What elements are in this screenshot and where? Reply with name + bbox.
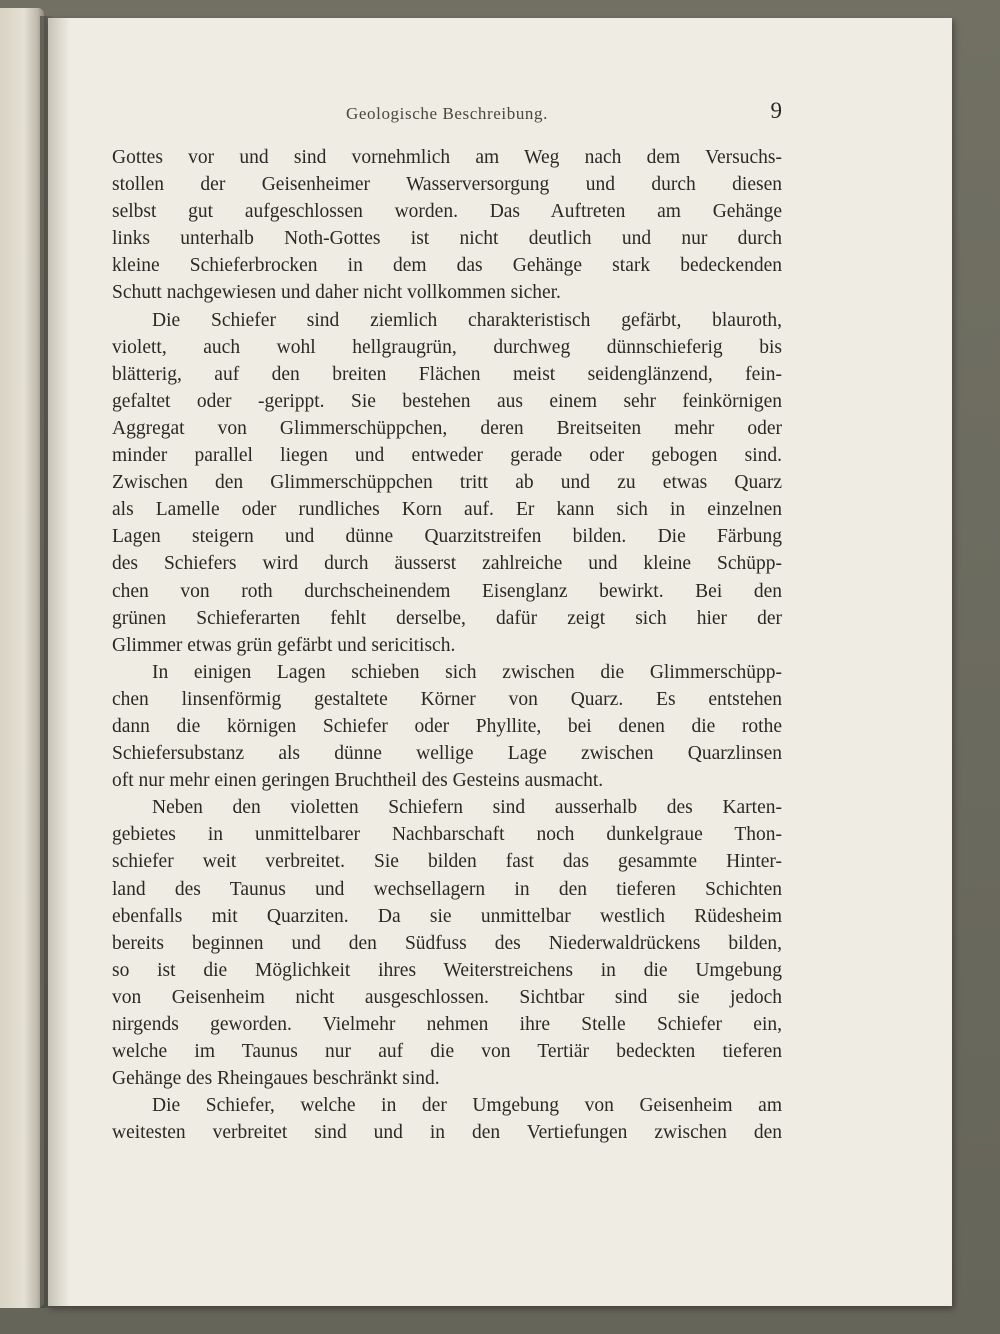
text-line: gebietes in unmittelbarer Nachbarschaft noch dunkelgraue Thon-	[112, 824, 782, 846]
text-line: Die Schiefer sind ziemlich charakteristisch gefärbt, blauroth,	[152, 309, 782, 331]
text-line: violett, auch wohl hellgraugrün, durchweg dünnschieferig bis	[112, 336, 782, 358]
text-line: so ist die Möglichkeit ihres Weiterstreichens in die Umgebung	[112, 959, 782, 981]
text-line: links unterhalb Noth-Gottes ist nicht deutlich und nur durch	[112, 228, 782, 250]
text-line: blätterig, auf den breiten Flächen meist seidenglänzend, fein-	[112, 363, 782, 385]
text-line: Die Schiefer, welche in der Umgebung von Geisenheim am	[152, 1095, 782, 1117]
text-line: kleine Schieferbrocken in dem das Gehänge stark bedeckenden	[112, 255, 782, 277]
text-line: schiefer weit verbreitet. Sie bilden fast das gesammte Hinter-	[112, 851, 782, 873]
text-line: stollen der Geisenheimer Wasserversorgung und durch diesen	[112, 174, 782, 196]
page-number: 9	[770, 98, 782, 123]
text-line: minder parallel liegen und entweder gerade oder gebogen sind.	[112, 445, 782, 467]
text-line: bereits beginnen und den Südfuss des Niederwaldrückens bilden,	[112, 932, 782, 954]
running-title: Geologische Beschreibung.	[346, 104, 548, 123]
text-line: Gehänge des Rheingaues beschränkt sind.	[112, 1068, 440, 1090]
text-line: chen von roth durchscheinendem Eisenglanz bewirkt. Bei den	[112, 580, 782, 602]
text-line: dann die körnigen Schiefer oder Phyllite, bei denen die rothe	[112, 715, 782, 737]
text-line: grünen Schieferarten fehlt derselbe, dafür zeigt sich hier der	[112, 607, 782, 629]
text-line: Schiefersubstanz als dünne wellige Lage zwischen Quarzlinsen	[112, 743, 782, 765]
text-line: Lagen steigern und dünne Quarzitstreifen bilden. Die Färbung	[112, 526, 782, 548]
text-line: welche im Taunus nur auf die von Tertiär bedeckten tieferen	[112, 1041, 782, 1063]
text-line: Schutt nachgewiesen und daher nicht vollkommen sicher.	[112, 282, 561, 304]
text-line: Gottes vor und sind vornehmlich am Weg nach dem Versuchs-	[112, 147, 782, 168]
body-text	[112, 144, 782, 1146]
text-line: Aggregat von Glimmerschüppchen, deren Breitseiten mehr oder	[112, 417, 782, 439]
text-line: Neben den violetten Schiefern sind ausserhalb des Karten-	[152, 797, 782, 819]
text-line: von Geisenheim nicht ausgeschlossen. Sichtbar sind sie jedoch	[112, 986, 782, 1008]
text-line: land des Taunus und wechsellagern in den tieferen Schichten	[112, 878, 782, 900]
text-line: des Schiefers wird durch äusserst zahlreiche und kleine Schüpp-	[112, 553, 782, 575]
gutter-shadow	[48, 18, 70, 1306]
text-line: In einigen Lagen schieben sich zwischen die Glimmerschüpp-	[152, 661, 782, 683]
text-line: gefaltet oder -gerippt. Sie bestehen aus einem sehr feinkörnigen	[112, 390, 782, 412]
text-line: Glimmer etwas grün gefärbt und sericitisch.	[112, 634, 456, 656]
text-line: chen linsenförmig gestaltete Körner von Quarz. Es entstehen	[112, 688, 782, 710]
text-line: Zwischen den Glimmerschüppchen tritt ab und zu etwas Quarz	[112, 472, 782, 494]
text-line: selbst gut aufgeschlossen worden. Das Auftreten am Gehänge	[112, 201, 782, 223]
facing-page-edge	[0, 8, 44, 1308]
text-line: als Lamelle oder rundliches Korn auf. Er kann sich in einzelnen	[112, 499, 782, 521]
text-line: ebenfalls mit Quarziten. Da sie unmittelbar westlich Rüdesheim	[112, 905, 782, 927]
text-line: nirgends geworden. Vielmehr nehmen ihre Stelle Schiefer ein,	[112, 1014, 782, 1035]
text-line: weitesten verbreitet sind und in den Vertiefungen zwischen den	[112, 1122, 782, 1144]
running-header	[112, 98, 782, 132]
text-line: oft nur mehr einen geringen Bruchtheil des Gesteins ausmacht.	[112, 770, 604, 792]
